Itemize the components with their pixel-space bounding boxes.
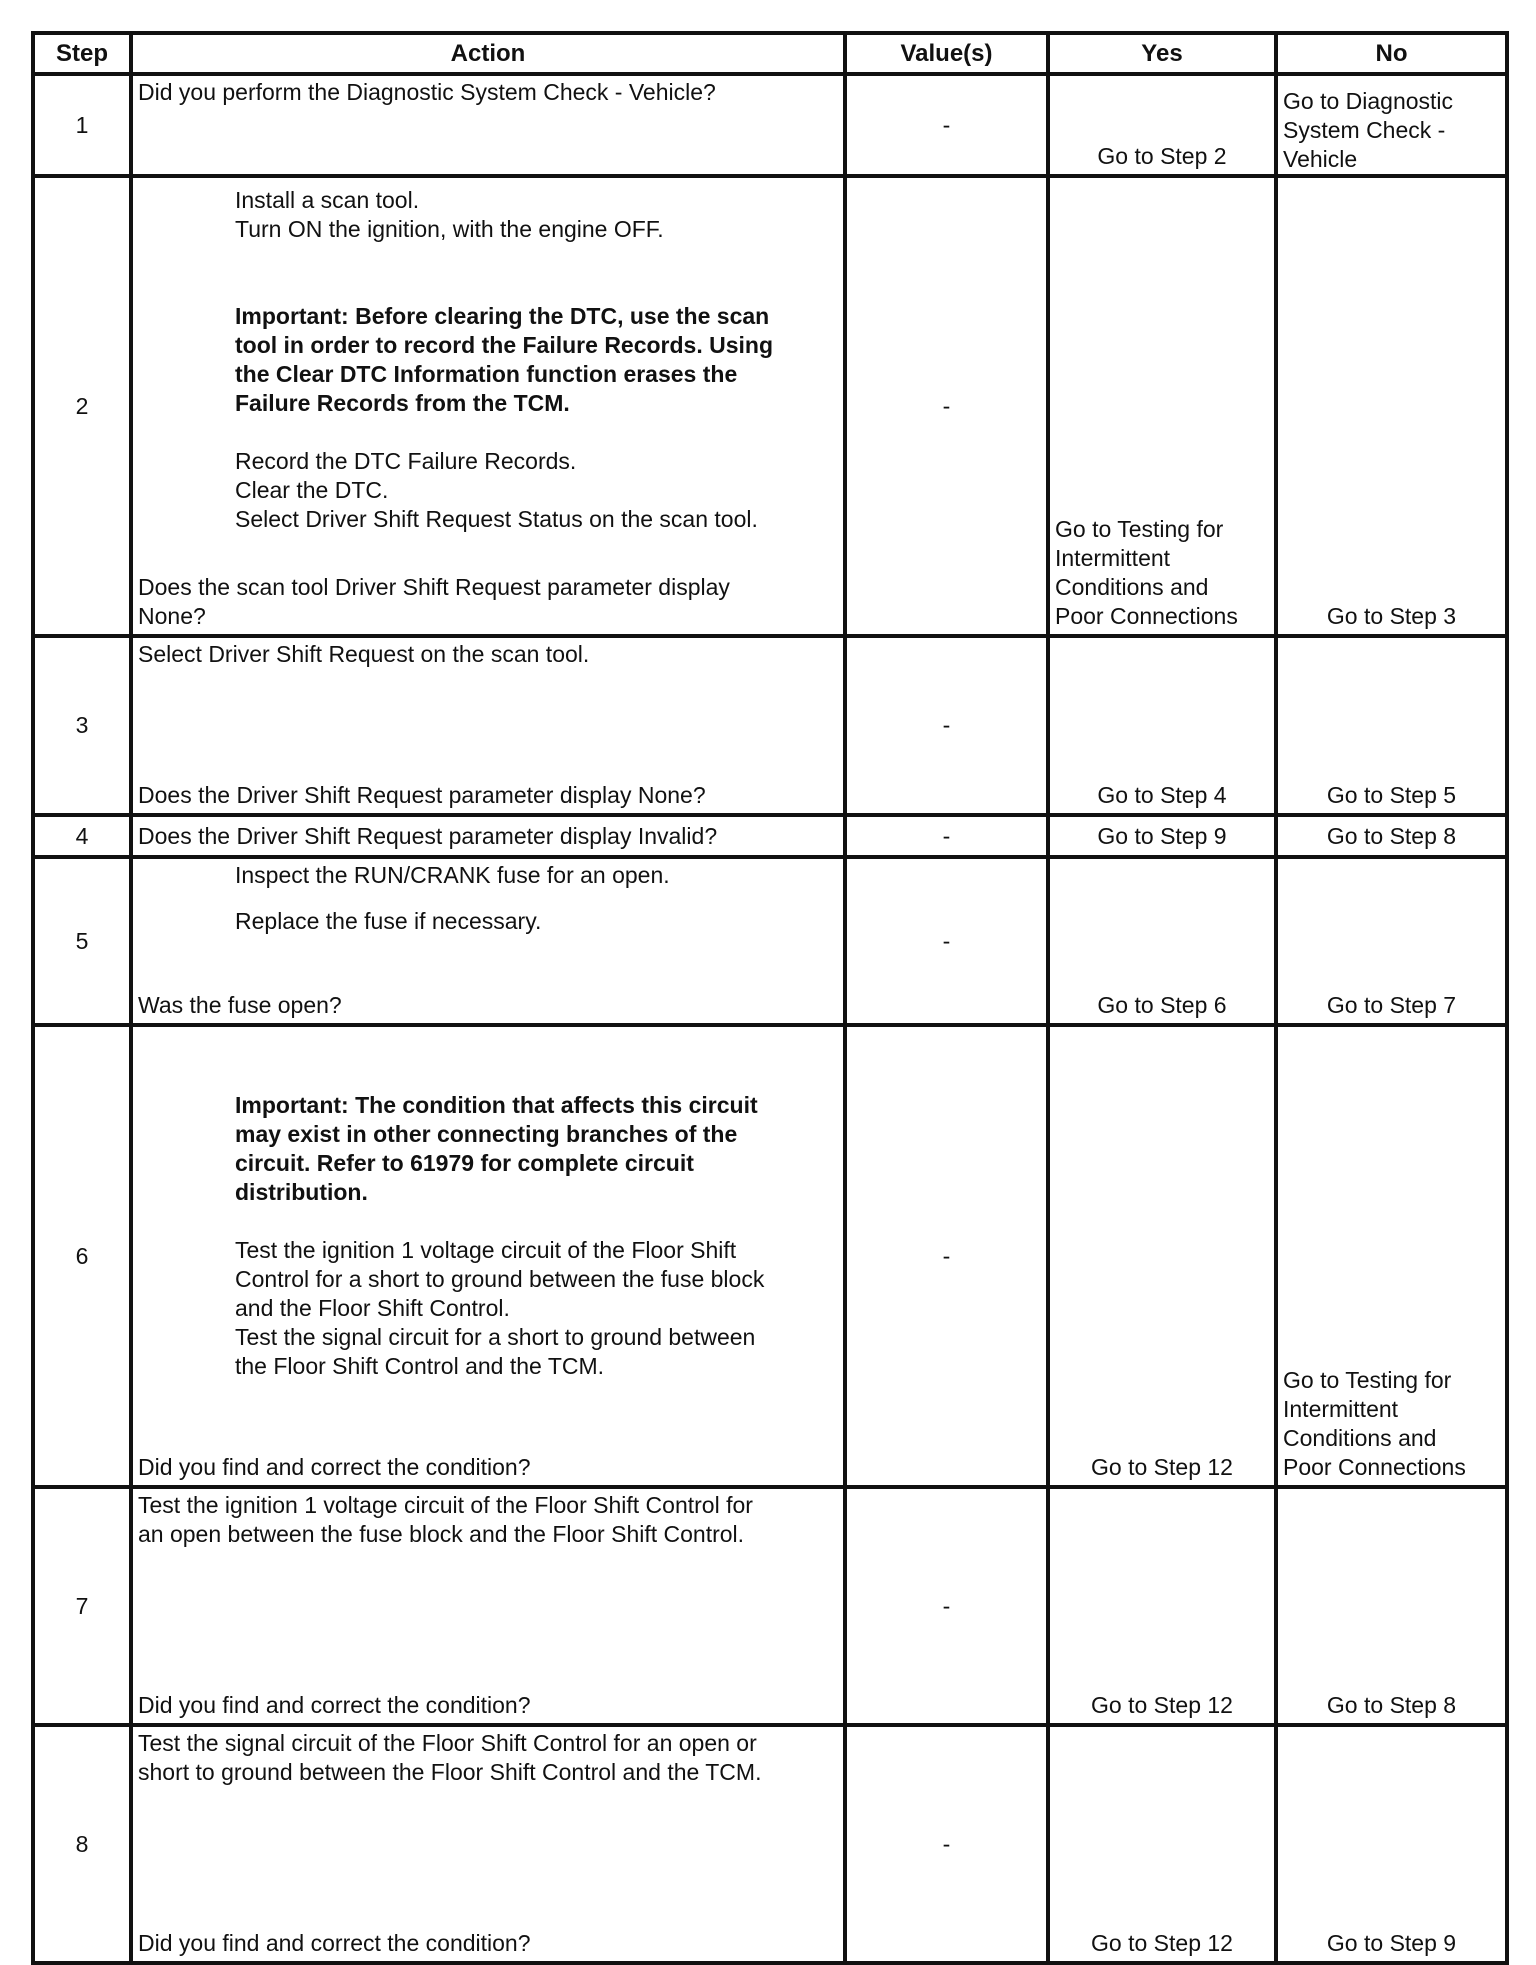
value-cell: -: [845, 1725, 1048, 1963]
no-link[interactable]: Go to Step 7: [1326, 992, 1457, 1018]
yes-link[interactable]: Go to Step 2: [1097, 143, 1227, 169]
action-cell: [131, 636, 845, 815]
action-line: Test the signal circuit of the Floor Shift Control for an open or: [138, 1730, 757, 1756]
table-row: [33, 74, 1507, 176]
action-question: Does the scan tool Driver Shift Request parameter display: [138, 574, 730, 600]
step-number: 7: [33, 1487, 131, 1725]
no-line: Intermittent: [1283, 1396, 1399, 1422]
no-link[interactable]: [1278, 85, 1505, 174]
action-line: an open between the fuse block and the Floor Shift Control.: [138, 1521, 745, 1547]
no-cell: [1276, 815, 1507, 857]
yes-link[interactable]: [1050, 515, 1274, 634]
action-top: [133, 1727, 843, 1787]
action-line: Test the ignition 1 voltage circuit of the Floor Shift: [235, 1237, 737, 1263]
action-line: Test the signal circuit for a short to ground between: [235, 1324, 756, 1350]
important-note: Failure Records from the TCM.: [235, 390, 570, 416]
yes-link[interactable]: Go to Step 6: [1097, 992, 1227, 1018]
action-line: and the Floor Shift Control.: [235, 1295, 510, 1321]
important-note: Important: Before clearing the DTC, use the scan: [235, 303, 770, 329]
important-note: distribution.: [235, 1179, 368, 1205]
value-cell: -: [845, 815, 1048, 857]
action-cell: [131, 1025, 845, 1487]
yes-line: Conditions and: [1055, 574, 1209, 600]
no-cell: [1276, 1025, 1507, 1487]
yes-cell: [1048, 857, 1276, 1025]
table-row: [33, 857, 1507, 1025]
table-row: [33, 815, 1507, 857]
action-line: Turn ON the ignition, with the engine OFF.: [235, 216, 664, 242]
action-line: Select Driver Shift Request Status on the scan tool.: [235, 506, 758, 532]
no-line: Vehicle: [1283, 146, 1358, 172]
action-question: Did you find and correct the condition?: [138, 1930, 531, 1956]
diagnostic-table: [31, 31, 1509, 1965]
yes-line: Poor Connections: [1055, 603, 1238, 629]
yes-line: Intermittent: [1055, 545, 1171, 571]
action-line: Install a scan tool.: [235, 187, 420, 213]
action-cell: [131, 815, 845, 857]
yes-link[interactable]: Go to Step 12: [1091, 1692, 1233, 1718]
action-cell: [131, 74, 845, 176]
action-line: Clear the DTC.: [235, 477, 389, 503]
action-question: Did you find and correct the condition?: [138, 1692, 531, 1718]
table-row: [33, 176, 1507, 636]
action-line: short to ground between the Floor Shift Control and the TCM.: [138, 1759, 762, 1785]
action-question: None?: [138, 603, 206, 629]
header-action: Action: [131, 33, 845, 74]
yes-link[interactable]: Go to Step 12: [1091, 1930, 1233, 1956]
action-question: Does the Driver Shift Request parameter display Invalid?: [138, 822, 718, 849]
no-link[interactable]: Go to Step 3: [1326, 603, 1457, 629]
step-number: 4: [33, 815, 131, 857]
yes-cell: [1048, 815, 1276, 857]
action-content: [133, 859, 843, 936]
yes-line: Go to Testing for: [1055, 516, 1224, 542]
yes-link[interactable]: Go to Step 9: [1097, 822, 1227, 849]
important-note: Important: The condition that affects this circuit: [235, 1092, 758, 1118]
no-link[interactable]: [1278, 1366, 1505, 1485]
yes-link[interactable]: Go to Step 12: [1091, 1454, 1233, 1480]
step-number: 1: [33, 74, 131, 176]
yes-cell: [1048, 176, 1276, 636]
action-cell: [131, 857, 845, 1025]
action-cell: [131, 1725, 845, 1963]
no-cell: [1276, 1725, 1507, 1963]
step-number: 6: [33, 1025, 131, 1487]
no-cell: [1276, 176, 1507, 636]
no-link[interactable]: Go to Step 5: [1326, 782, 1457, 808]
step-number: 5: [33, 857, 131, 1025]
step-number: 2: [33, 176, 131, 636]
no-line: Conditions and: [1283, 1425, 1437, 1451]
value-cell: -: [845, 1487, 1048, 1725]
action-cell: [131, 176, 845, 636]
header-row: [33, 33, 1507, 74]
action-question: Does the Driver Shift Request parameter display None?: [138, 782, 706, 808]
action-question: Did you perform the Diagnostic System Check - Vehicle?: [138, 79, 716, 105]
important-note: tool in order to record the Failure Records. Using: [235, 332, 774, 358]
yes-cell: [1048, 1725, 1276, 1963]
table-row: [33, 1025, 1507, 1487]
table-row: [33, 1487, 1507, 1725]
header-no: No: [1276, 33, 1507, 74]
action-line: Test the ignition 1 voltage circuit of the Floor Shift Control for: [138, 1492, 753, 1518]
action-line: Control for a short to ground between the fuse block: [235, 1266, 765, 1292]
step-number: 8: [33, 1725, 131, 1963]
value-cell: -: [845, 636, 1048, 815]
action-question: Did you find and correct the condition?: [138, 1454, 531, 1480]
value-cell: -: [845, 176, 1048, 636]
value-cell: -: [845, 74, 1048, 176]
yes-cell: [1048, 1025, 1276, 1487]
action-line: the Floor Shift Control and the TCM.: [235, 1353, 605, 1379]
header-values: Value(s): [845, 33, 1048, 74]
no-line: Go to Diagnostic: [1283, 88, 1454, 114]
action-content: [133, 178, 843, 634]
important-note: may exist in other connecting branches of the: [235, 1121, 738, 1147]
action-top: [133, 1489, 843, 1549]
yes-cell: [1048, 636, 1276, 815]
action-question: Was the fuse open?: [138, 992, 342, 1018]
no-cell: [1276, 857, 1507, 1025]
header-yes: Yes: [1048, 33, 1276, 74]
step-number: 3: [33, 636, 131, 815]
important-note: circuit. Refer to 61979 for complete circuit: [235, 1150, 694, 1176]
action-top: Select Driver Shift Request on the scan tool.: [138, 641, 590, 667]
action-line: Inspect the RUN/CRANK fuse for an open.: [235, 862, 670, 888]
action-line: Record the DTC Failure Records.: [235, 448, 577, 474]
no-line: System Check -: [1283, 117, 1446, 143]
important-note: the Clear DTC Information function erases the: [235, 361, 738, 387]
no-link[interactable]: Go to Step 9: [1326, 1930, 1457, 1956]
value-cell: -: [845, 1025, 1048, 1487]
action-cell: [131, 1487, 845, 1725]
no-line: Poor Connections: [1283, 1454, 1466, 1480]
table-row: [33, 1725, 1507, 1963]
no-link[interactable]: Go to Step 8: [1326, 1692, 1457, 1718]
no-link[interactable]: Go to Step 8: [1326, 822, 1457, 849]
no-cell: [1276, 74, 1507, 176]
no-cell: [1276, 636, 1507, 815]
value-cell: -: [845, 857, 1048, 1025]
header-step: Step: [33, 33, 131, 74]
yes-cell: [1048, 1487, 1276, 1725]
table-row: [33, 636, 1507, 815]
yes-cell: [1048, 74, 1276, 176]
no-cell: [1276, 1487, 1507, 1725]
action-content: [133, 1027, 843, 1381]
yes-link[interactable]: Go to Step 4: [1097, 782, 1227, 808]
no-line: Go to Testing for: [1283, 1367, 1452, 1393]
action-line: Replace the fuse if necessary.: [235, 908, 542, 934]
